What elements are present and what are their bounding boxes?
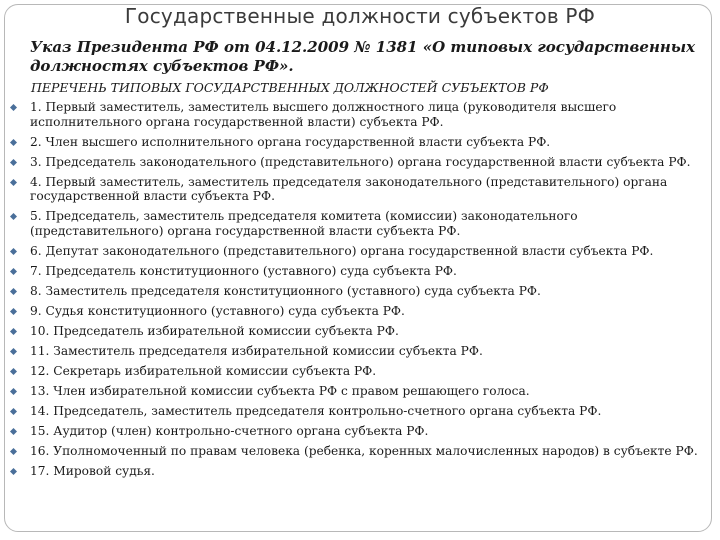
list-item xyxy=(6,384,706,399)
list-item-text: 11. Заместитель председателя избирательной комиссии субъекта РФ. xyxy=(30,343,483,358)
list-item xyxy=(6,304,706,319)
list-item-text: 8. Заместитель председателя конституционного (уставного) суда субъекта РФ. xyxy=(30,283,541,298)
list-item xyxy=(6,209,706,238)
list-item-text: 6. Депутат законодательного (представительного) органа государственной власти субъекта РФ. xyxy=(30,243,654,258)
list-item xyxy=(6,100,706,129)
list-item xyxy=(6,444,706,459)
diamond-bullet-icon xyxy=(10,248,17,255)
list-item-text: 16. Уполномоченный по правам человека (ребенка, коренных малочисленных народов) в субъекте РФ. xyxy=(30,443,698,458)
list-item-text: 15. Аудитор (член) контрольно-счетного органа субъекта РФ. xyxy=(30,423,429,438)
diamond-bullet-icon xyxy=(10,159,17,166)
positions-list xyxy=(6,100,706,484)
diamond-bullet-icon xyxy=(10,408,17,415)
list-item xyxy=(6,244,706,259)
list-item xyxy=(6,404,706,419)
list-item xyxy=(6,175,706,204)
list-item-text: 7. Председатель конституционного (уставного) суда субъекта РФ. xyxy=(30,263,457,278)
list-item-text: 13. Член избирательной комиссии субъекта РФ с правом решающего голоса. xyxy=(30,383,530,398)
diamond-bullet-icon xyxy=(10,448,17,455)
diamond-bullet-icon xyxy=(10,268,17,275)
diamond-bullet-icon xyxy=(10,288,17,295)
diamond-bullet-icon xyxy=(10,468,17,475)
list-item xyxy=(6,424,706,439)
list-item xyxy=(6,264,706,279)
list-item xyxy=(6,324,706,339)
diamond-bullet-icon xyxy=(10,179,17,186)
list-heading: ПЕРЕЧЕНЬ ТИПОВЫХ ГОСУДАРСТВЕННЫХ ДОЛЖНОСТЕЙ СУБЪЕКТОВ РФ xyxy=(31,80,549,95)
diamond-bullet-icon xyxy=(10,104,17,111)
list-item xyxy=(6,135,706,150)
list-item-text: 12. Секретарь избирательной комиссии субъекта РФ. xyxy=(30,363,377,378)
list-item-text: 9. Судья конституционного (уставного) суда субъекта РФ. xyxy=(30,303,405,318)
diamond-bullet-icon xyxy=(10,308,17,315)
list-item xyxy=(6,284,706,299)
list-item-text: 17. Мировой судья. xyxy=(30,463,155,478)
list-item-text: 2. Член высшего исполнительного органа государственной власти субъекта РФ. xyxy=(30,134,551,149)
slide-title: Государственные должности субъектов РФ xyxy=(124,4,596,28)
diamond-bullet-icon xyxy=(10,213,17,220)
list-item-text: 5. Председатель, заместитель председателя комитета (комиссии) законодательного (представительного) органа государственной власти субъекта РФ. xyxy=(30,209,578,238)
diamond-bullet-icon xyxy=(10,139,17,146)
list-item-text: 3. Председатель законодательного (представительного) органа государственной власти субъекта РФ. xyxy=(30,154,691,169)
diamond-bullet-icon xyxy=(10,328,17,335)
list-item-text: 1. Первый заместитель, заместитель высшего должностного лица (руководителя высшего исполнительного органа государственной власти) субъекта РФ. xyxy=(30,100,617,129)
decree-reference: Указ Президента РФ от 04.12.2009 № 1381 «О типовых государственных должностях субъектов РФ». xyxy=(30,38,696,75)
list-item xyxy=(6,155,706,170)
list-item xyxy=(6,364,706,379)
diamond-bullet-icon xyxy=(10,428,17,435)
diamond-bullet-icon xyxy=(10,388,17,395)
list-item xyxy=(6,464,706,479)
list-item-text: 4. Первый заместитель, заместитель председателя законодательного (представительного) органа государственной власти субъекта РФ. xyxy=(30,174,668,203)
list-item-text: 10. Председатель избирательной комиссии субъекта РФ. xyxy=(30,323,399,338)
list-item-text: 14. Председатель, заместитель председателя контрольно-счетного органа субъекта РФ. xyxy=(30,403,602,418)
diamond-bullet-icon xyxy=(10,348,17,355)
diamond-bullet-icon xyxy=(10,368,17,375)
list-item xyxy=(6,344,706,359)
